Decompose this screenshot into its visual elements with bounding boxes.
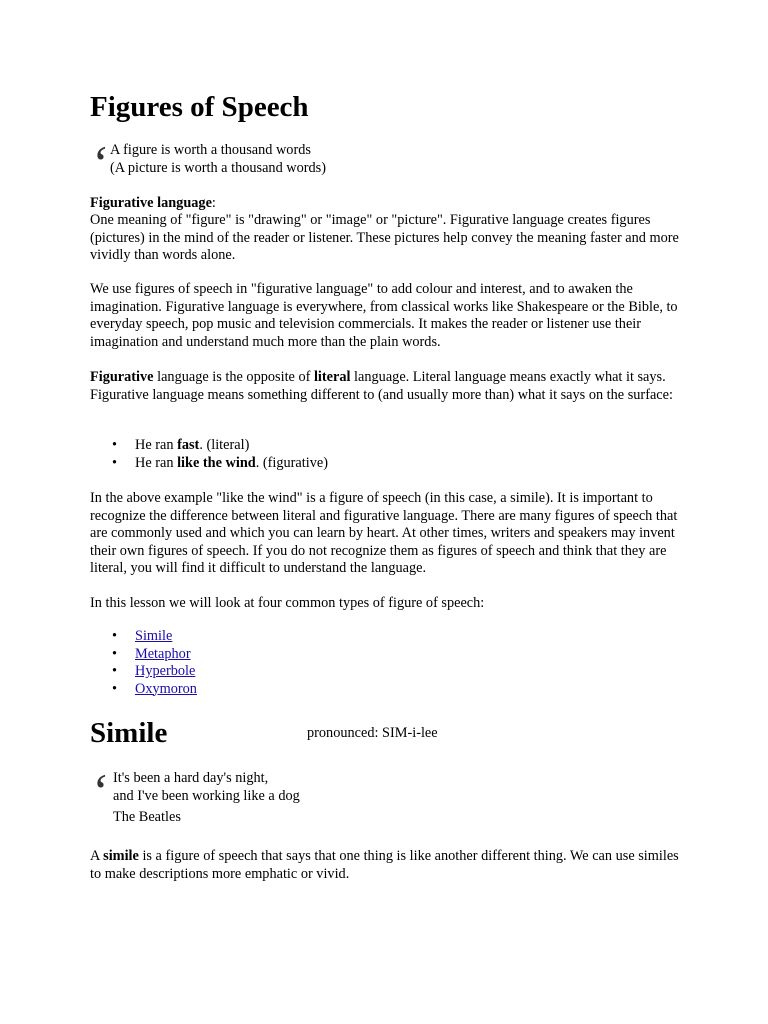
paragraph-figure-meaning: One meaning of "figure" is "drawing" or "image" or "picture". Figurative language creates figures (pictures) in the mind of the reader or listener. These pictures help convey the meaning faster and more vividly than words alone. (90, 212, 679, 263)
list-item (90, 628, 197, 646)
bullet-icon: • (112, 437, 118, 453)
bullet-icon: • (112, 645, 118, 662)
figure-types-list (90, 628, 197, 698)
term-literal: literal (313, 369, 351, 385)
paragraph-text: is a figure of speech that says that one thing is like another different thing. We can use similes to make descriptions more emphatic or vivid. (90, 848, 679, 882)
quote-line-2: and I've been working like a dog (113, 787, 300, 804)
paragraph-like-the-wind: In the above example "like the wind" is a figure of speech (in this case, a simile). It is important to recognize the difference between literal and figurative language. There are many figures of speech that are commonly used and which you can learn by heart. At other times, writers and speakers may invent their own figures of speech. If you do not recognize them as figures of speech and think that they are literal, you will find it difficult to understand the language. (90, 490, 678, 576)
bullet-icon: • (112, 663, 118, 679)
paragraph-opposite-literal (90, 369, 680, 404)
paragraph-four-types: In this lesson we will look at four common types of figure of speech: (90, 595, 485, 611)
quote-mark-icon: ‘ (90, 763, 107, 819)
quote-line-1: It's been a hard day's night, (113, 770, 269, 786)
paragraph-text: language is the opposite of (153, 369, 314, 385)
quote-line-1: A figure is worth a thousand words (110, 142, 311, 158)
quote-text (110, 142, 326, 177)
link-metaphor[interactable]: Metaphor (135, 645, 191, 662)
figurative-language-term: Figurative language (90, 195, 212, 211)
figurative-language-label (90, 195, 680, 213)
simile-pronunciation: pronounced: SIM-i-lee (307, 725, 438, 741)
link-hyperbole[interactable]: Hyperbole (135, 663, 196, 679)
example-text: . (figurative) (255, 454, 328, 471)
label-colon: : (211, 195, 216, 211)
list-item (90, 681, 197, 699)
bullet-icon: • (112, 680, 118, 697)
list-item (90, 437, 328, 455)
example-text: He ran (135, 437, 178, 453)
example-text: . (literal) (199, 437, 250, 453)
list-item (90, 663, 197, 681)
paragraph-why-use: We use figures of speech in "figurative language" to add colour and interest, and to awaken the imagination. Figurative language is everywhere, from classical works like Shakespeare or the Bible, to everyday speech, pop music and television commercials. It makes the reader or listener use their imagination and understand much more than the plain words. (90, 281, 678, 350)
example-list (90, 437, 328, 472)
quote-attribution: The Beatles (113, 809, 181, 825)
example-bold: like the wind (177, 454, 256, 471)
term-simile: simile (103, 848, 139, 864)
paragraph-simile-definition (90, 848, 680, 883)
bullet-icon: • (112, 454, 118, 471)
paragraph-text: language. Literal language means exactly what it says. Figurative language means something different to (and usually more than) what it says on the surface: (90, 369, 673, 403)
link-oxymoron[interactable]: Oxymoron (135, 680, 197, 697)
list-item (90, 455, 328, 473)
quote-text (113, 770, 300, 805)
list-item (90, 646, 197, 664)
bullet-icon: • (112, 628, 118, 644)
simile-heading: Simile (90, 717, 168, 749)
term-figurative: Figurative (90, 369, 154, 385)
example-bold: fast (177, 437, 200, 453)
page-title: Figures of Speech (90, 91, 309, 123)
example-text: He ran (135, 454, 178, 471)
quote-mark-icon: ‘ (90, 135, 107, 191)
link-simile[interactable]: Simile (135, 628, 173, 644)
quote-line-2: (A picture is worth a thousand words) (110, 159, 327, 176)
paragraph-text: A (90, 848, 104, 864)
